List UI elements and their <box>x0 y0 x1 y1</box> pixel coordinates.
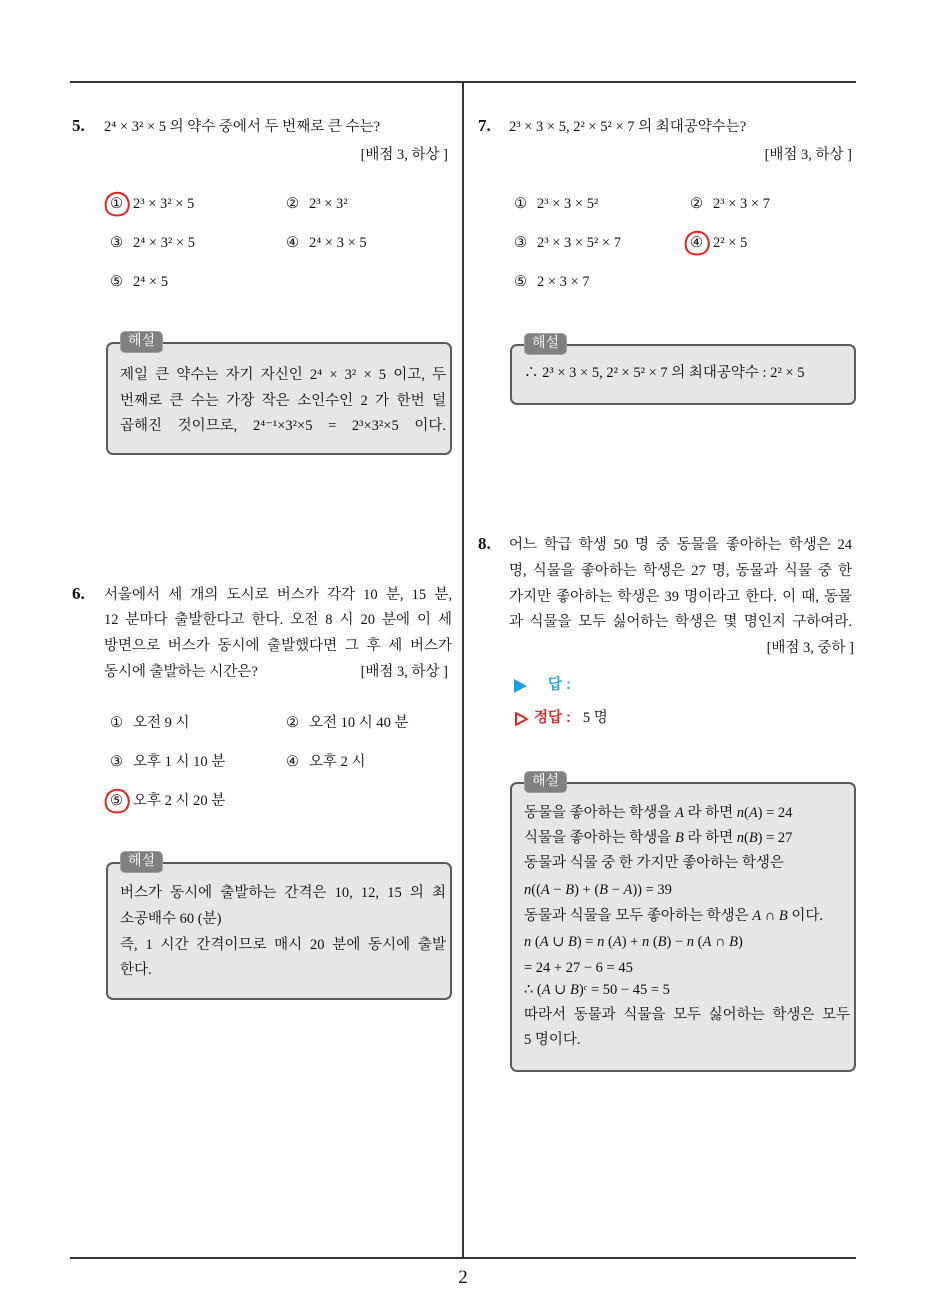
choice-4 <box>286 749 366 775</box>
question-text: 서울에서 세 개의 도시로 버스가 각각 10 분, 15 분, <box>104 587 452 603</box>
question-text: 방면으로 버스가 동시에 출발했다면 그 후 세 버스가 <box>104 638 452 654</box>
explanation-label: 해설 <box>524 333 567 355</box>
explanation-box <box>106 854 452 1000</box>
explanation-box <box>106 334 452 455</box>
choice-2 <box>286 710 409 736</box>
explanation-line: 곱해진 것이므로, 2⁴⁻¹×3²×5 = 2³×3²×5 이다. <box>120 418 446 434</box>
explanation-line: 소공배수 60 (분) <box>120 911 222 927</box>
choice-1 <box>110 710 190 736</box>
choice-number: ⑤ <box>110 788 133 814</box>
choice-5 <box>110 788 225 814</box>
question-text: 명, 식물을 좋아하는 학생은 27 명, 동물과 식물 중 한 <box>509 563 852 579</box>
choice-text: 2² × 5 <box>713 235 748 251</box>
choice-text: 2³ × 3 × 5² × 7 <box>537 235 621 251</box>
choice-number: ④ <box>286 235 299 251</box>
question-text: 2⁴ × 3² × 5 의 약수 중에서 두 번째로 큰 수는? <box>104 119 380 135</box>
choice-number: ① <box>110 715 123 731</box>
choice-3 <box>514 230 621 256</box>
score-tag: [배점 3, 하상 ] <box>360 147 448 163</box>
choice-text: 오후 2 시 20 분 <box>133 793 226 809</box>
correct-answer-label: 정답 : <box>534 710 571 726</box>
explanation-line: 5 명이다. <box>524 1032 581 1048</box>
explanation-line: 동물과 식물 중 한 가지만 좋아하는 학생은 <box>524 855 784 871</box>
choice-number: ② <box>690 196 703 212</box>
choice-number: ① <box>514 196 527 212</box>
choice-text: 2³ × 3 × 5² <box>537 196 599 212</box>
choice-5 <box>514 269 590 295</box>
choice-4 <box>286 230 367 256</box>
explanation-box <box>510 336 856 405</box>
choice-1 <box>110 191 194 217</box>
choice-number: ③ <box>514 235 527 251</box>
correct-answer-row <box>514 705 608 731</box>
question-text: 어느 학급 학생 50 명 중 동물을 좋아하는 학생은 24 <box>509 537 852 553</box>
choice-text: 오전 9 시 <box>133 715 190 731</box>
choice-1 <box>514 191 598 217</box>
choice-number: ⑤ <box>514 274 527 290</box>
explanation-line: n((A − B) + (B − A)) = 39 <box>524 882 672 898</box>
answer-row <box>514 672 571 698</box>
choice-number: ② <box>286 196 299 212</box>
choice-text: 오후 1 시 10 분 <box>133 754 226 770</box>
explanation-line: 즉, 1 시간 간격이므로 매시 20 분에 동시에 출발 <box>120 937 446 953</box>
answer-label: 답 : <box>548 677 571 693</box>
choice-2 <box>286 191 348 217</box>
explanation-line: 번째로 큰 수는 가장 작은 소인수인 2 가 한번 덜 <box>120 393 446 409</box>
answer-mark-circle-icon <box>103 787 131 815</box>
column-divider <box>462 82 464 1258</box>
question-text: 동시에 출발하는 시간은? <box>104 664 258 680</box>
choice-3 <box>110 230 195 256</box>
score-tag: [배점 3, 하상 ] <box>360 664 448 680</box>
question-text: 2³ × 3 × 5, 2² × 5² × 7 의 최대공약수는? <box>509 119 747 135</box>
correct-answer-value: 5 명 <box>582 710 608 726</box>
choice-number: ③ <box>110 235 123 251</box>
choice-2 <box>690 191 770 217</box>
choice-text: 2³ × 3² × 5 <box>133 196 195 212</box>
explanation-label: 해설 <box>120 331 163 353</box>
explanation-label: 해설 <box>524 771 567 793</box>
question-text: 가지만 좋아하는 학생은 39 명이라고 한다. 이 때, 동물 <box>509 589 852 605</box>
explanation-line: ∴ 2³ × 3 × 5, 2² × 5² × 7 의 최대공약수 : 2² × 5 <box>524 365 805 381</box>
explanation-line: 한다. <box>120 962 152 978</box>
choice-4 <box>690 230 747 256</box>
question-text: 과 식물을 모두 싫어하는 학생은 몇 명인지 구하여라. <box>509 614 852 630</box>
explanation-line: n (A ∪ B) = n (A) + n (B) − n (A ∩ B) <box>524 934 743 950</box>
explanation-line: ∴ (A ∪ B)ᶜ = 50 − 45 = 5 <box>524 982 670 998</box>
choice-text: 2³ × 3 × 7 <box>713 196 770 212</box>
page-number: 2 <box>458 1267 468 1288</box>
question-number: 8. <box>478 534 491 553</box>
choice-text: 2⁴ × 3² × 5 <box>133 235 196 251</box>
choice-number: ⑤ <box>110 274 123 290</box>
choice-text: 2⁴ × 3 × 5 <box>309 235 367 251</box>
choice-5 <box>110 269 168 295</box>
explanation-box <box>510 774 856 1072</box>
bottom-rule <box>70 1257 856 1259</box>
choice-text: 2⁴ × 5 <box>133 274 168 290</box>
explanation-line: 따라서 동물과 식물을 모두 싫어하는 학생은 모두 <box>524 1007 850 1023</box>
choice-number: ③ <box>110 754 123 770</box>
explanation-line: 버스가 동시에 출발하는 간격은 10, 12, 15 의 최 <box>120 885 446 901</box>
choice-text: 오전 10 시 40 분 <box>309 715 409 731</box>
answer-mark-circle-icon <box>103 190 131 218</box>
question-number: 7. <box>478 116 491 135</box>
explanation-label: 해설 <box>120 851 163 873</box>
question-text: 12 분마다 출발한다고 한다. 오전 8 시 20 분에 이 세 <box>104 612 452 628</box>
question-number: 6. <box>72 584 85 603</box>
explanation-line: 동물을 좋아하는 학생을 A 라 하면 n(A) = 24 <box>524 805 793 821</box>
choice-3 <box>110 749 225 775</box>
choice-text: 오후 2 시 <box>309 754 366 770</box>
choice-number: ② <box>286 715 299 731</box>
choice-text: 2³ × 3² <box>309 196 348 212</box>
explanation-line: 식물을 좋아하는 학생을 B 라 하면 n(B) = 27 <box>524 830 793 846</box>
choice-number: ④ <box>286 754 299 770</box>
choice-number: ① <box>110 191 133 217</box>
explanation-line: 동물과 식물을 모두 좋아하는 학생은 A ∩ B 이다. <box>524 908 823 924</box>
explanation-line: = 24 + 27 − 6 = 45 <box>524 960 633 976</box>
score-tag: [배점 3, 하상 ] <box>764 147 852 163</box>
explanation-line: 제일 큰 약수는 자기 자신인 2⁴ × 3² × 5 이고, 두 <box>120 367 446 383</box>
score-tag: [배점 3, 중하 ] <box>766 640 854 656</box>
choice-number: ④ <box>690 230 713 256</box>
answer-mark-circle-icon <box>683 229 711 257</box>
filled-triangle-right-icon <box>514 679 527 693</box>
outline-triangle-right-icon <box>514 711 529 727</box>
question-number: 5. <box>72 116 85 135</box>
choice-text: 2 × 3 × 7 <box>537 274 590 290</box>
